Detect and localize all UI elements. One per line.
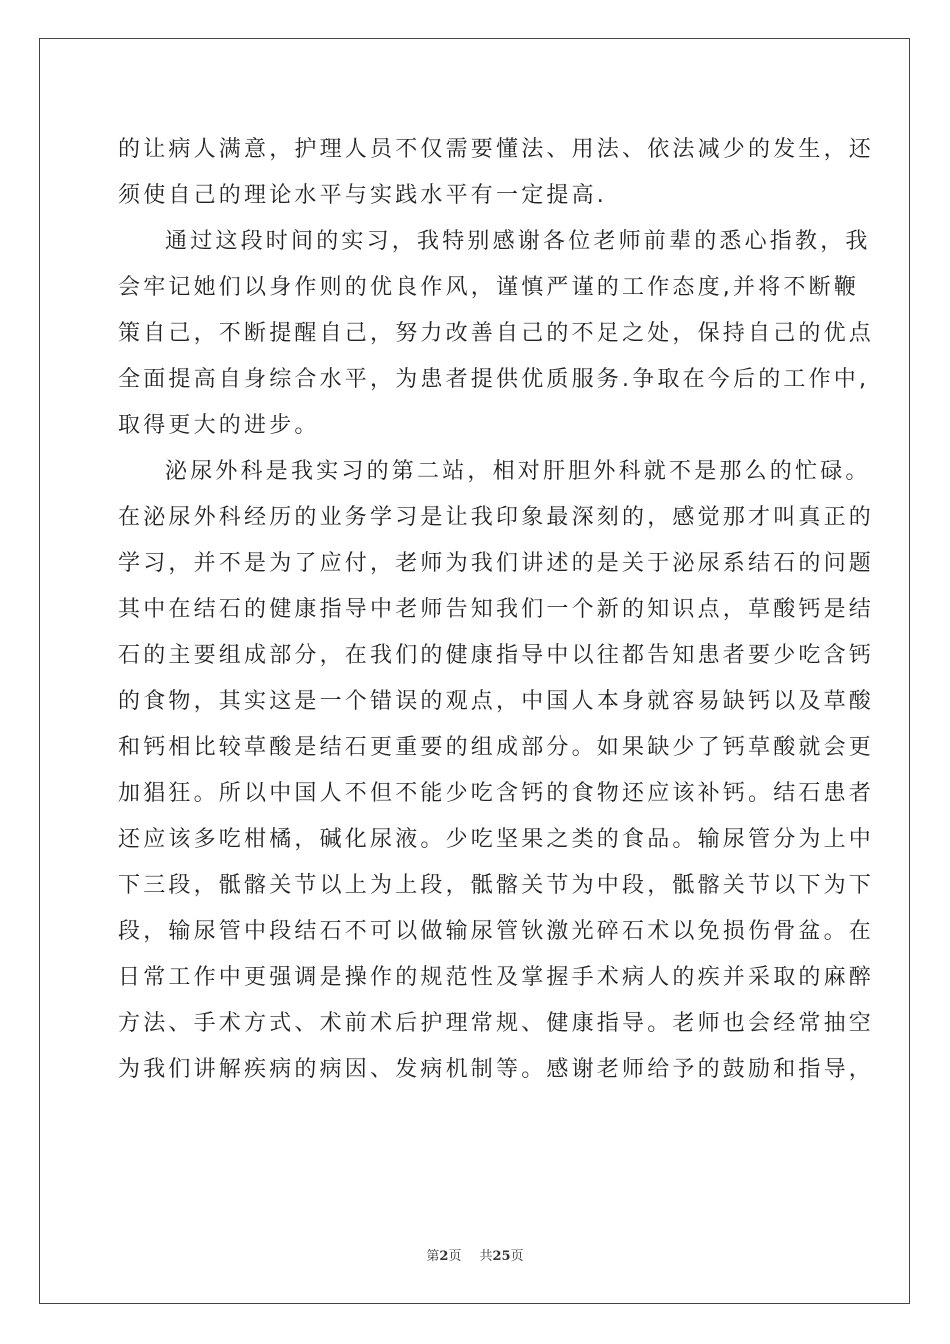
text-line: 全面提高自身综合水平，为患者提供优质服务.争取在今后的工作中, xyxy=(118,367,870,392)
text-line: 须使自己的理论水平与实践水平有一定提高. xyxy=(118,183,607,208)
text-line: 加猖狂。所以中国人不但不能少吃含钙的食物还应该补钙。结石患者 xyxy=(118,781,875,806)
page-prefix: 第 xyxy=(426,1249,440,1264)
text-line: 会牢记她们以身作则的优良作风，谨慎严谨的工作态度,并将不断鞭 xyxy=(118,275,859,300)
total-suffix: 页 xyxy=(510,1249,524,1264)
text-line: 的让病人满意，护理人员不仅需要懂法、用法、依法减少的发生，还 xyxy=(118,137,875,162)
text-line: 策自己，不断提醒自己，努力改善自己的不足之处，保持自己的优点 xyxy=(118,321,875,346)
text-line: 学习，并不是为了应付，老师为我们讲述的是关于泌尿系结石的问题 xyxy=(118,551,875,576)
text-line: 为我们讲解疾病的病因、发病机制等。感谢老师给予的鼓励和指导， xyxy=(118,1057,875,1082)
text-line: 还应该多吃柑橘，碱化尿液。少吃坚果之类的食品。输尿管分为上中 xyxy=(118,827,875,852)
text-line: 段，输尿管中段结石不可以做输尿管钬激光碎石术以免损伤骨盆。在 xyxy=(118,919,875,944)
total-pages: 25 xyxy=(492,1249,511,1264)
total-prefix: 共 xyxy=(479,1249,493,1264)
text-line: 取得更大的进步。 xyxy=(118,413,320,438)
text-line: 下三段，骶髂关节以上为上段，骶髂关节为中段，骶髂关节以下为下 xyxy=(118,873,875,898)
text-line: 方法、手术方式、术前术后护理常规、健康指导。老师也会经常抽空 xyxy=(118,1011,875,1036)
text-line: 其中在结石的健康指导中老师告知我们一个新的知识点，草酸钙是结 xyxy=(118,597,875,622)
text-line: 通过这段时间的实习，我特别感谢各位老师前辈的悉心指教，我 xyxy=(165,229,871,254)
text-line: 泌尿外科是我实习的第二站，相对肝胆外科就不是那么的忙碌。 xyxy=(165,459,871,484)
text-line: 日常工作中更强调是操作的规范性及掌握手术病人的疾并采取的麻醉 xyxy=(118,965,875,990)
page-number: 2 xyxy=(439,1249,449,1264)
text-line: 在泌尿外科经历的业务学习是让我印象最深刻的，感觉那才叫真正的 xyxy=(118,505,875,530)
page-footer xyxy=(0,1245,950,1264)
text-line: 石的主要组成部分，在我们的健康指导中以往都告知患者要少吃含钙 xyxy=(118,643,875,668)
document-body xyxy=(118,127,875,1093)
text-line: 的食物，其实这是一个错误的观点，中国人本身就容易缺钙以及草酸 xyxy=(118,689,875,714)
page-suffix: 页 xyxy=(448,1249,462,1264)
text-line: 和钙相比较草酸是结石更重要的组成部分。如果缺少了钙草酸就会更 xyxy=(118,735,875,760)
